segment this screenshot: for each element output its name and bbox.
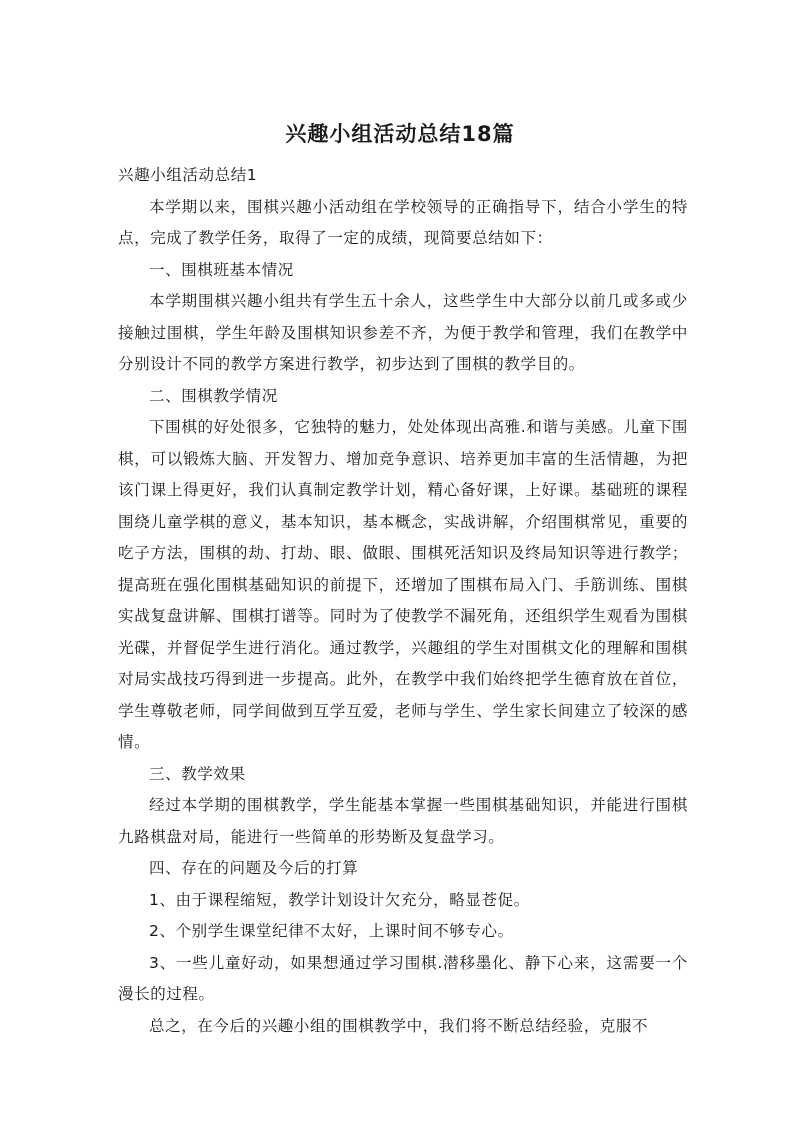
paragraph-conclusion: 总之，在今后的兴趣小组的围棋教学中，我们将不断总结经验，克服不 [149,1016,649,1035]
document-body [118,160,688,1042]
list-item-problem-2: 2、个别学生课堂纪律不太好，上课时间不够专心。 [149,922,514,940]
paragraph-teaching-situation: 下围棋的好处很多，它独特的魅力，处处体现出高雅.和谐与美感。儿童下围棋，可以锻炼大脑、开发智力、增加竞争意识、培养更加丰富的生活情趣，为把该门课上得更好，我们认真制定教学计划，精心备好课，上好课。基础班的课程围绕儿童学棋的意义，基本知识，基本概念，实战讲解，介绍围棋常见，重要的吃子方法，围棋的劫、打劫、眼、做眼、围棋死活知识及终局知识等进行教学；提高班在强化围棋基础知识的前提下，还增加了围棋布局入门、手筋训练、围棋实战复盘讲解、围棋打谱等。同时为了使教学不漏死角，还组织学生观看为围棋光碟，并督促学生进行消化。通过教学，兴趣组的学生对围棋文化的理解和围棋对局实战技巧得到进一步提高。此外，在教学中我们始终把学生德育放在首位，学生尊敬老师，同学间做到互学互爱，老师与学生、学生家长间建立了较深的感情。 [118,418,688,751]
heading-basic-situation: 一、围棋班基本情况 [149,260,294,279]
heading-teaching-effect: 三、教学效果 [149,764,246,783]
heading-problems-plans: 四、存在的问题及今后的打算 [149,859,359,877]
list-item-problem-3: 3、一些儿童好动，如果想通过学习围棋.潜移墨化、静下心来，这需要一个漫长的过程。 [118,953,688,1003]
list-item-problem-1: 1、由于课程缩短，教学计划设计欠充分，略显苍促。 [149,890,530,909]
section-subtitle: 兴趣小组活动总结1 [118,166,258,184]
paragraph-teaching-effect: 经过本学期的围棋教学，学生能基本掌握一些围棋基础知识，并能进行围棋九路棋盘对局，能进行一些简单的形势断及复盘学习。 [118,796,688,846]
paragraph-basic-situation: 本学期围棋兴趣小组共有学生五十余人，这些学生中大部分以前几或多或少接触过围棋，学生年龄及围棋知识参差不齐，为便于教学和管理，我们在教学中分别设计不同的教学方案进行教学，初步达到了围棋的教学目的。 [118,292,688,373]
paragraph-intro: 本学期以来，围棋兴趣小活动组在学校领导的正确指导下，结合小学生的特点，完成了教学任务，取得了一定的成绩，现简要总结如下： [118,197,688,247]
document-title: 兴趣小组活动总结18篇 [285,122,515,146]
heading-teaching-situation: 二、围棋教学情况 [149,386,278,405]
